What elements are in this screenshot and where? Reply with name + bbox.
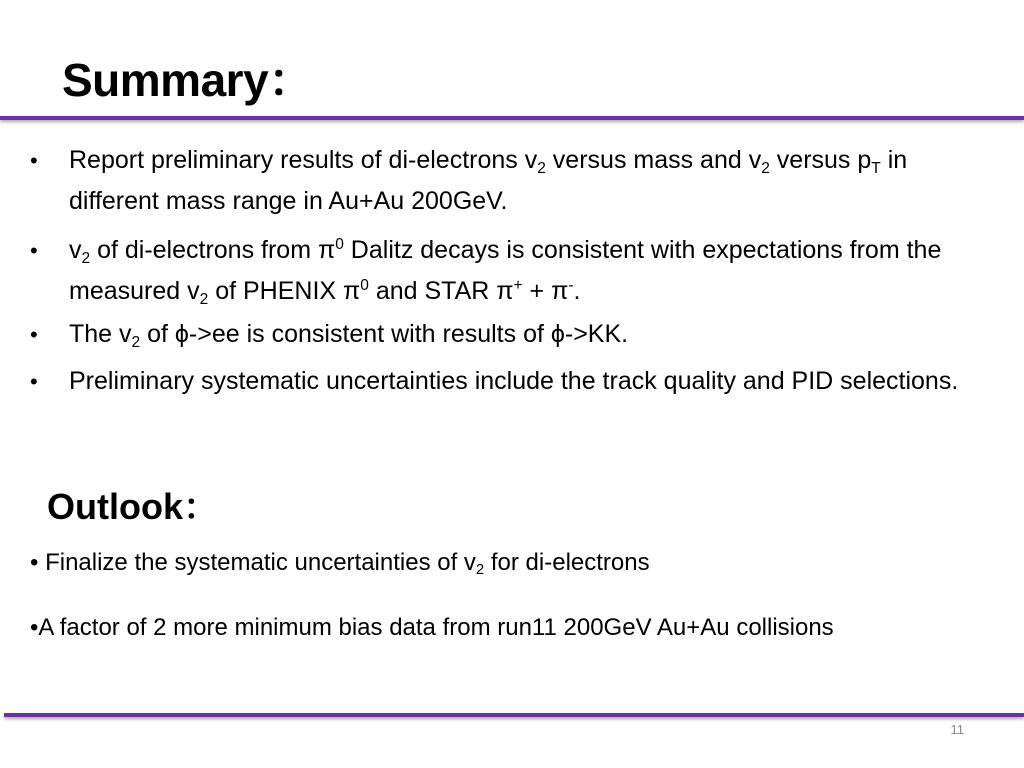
subscript: 2 [81,249,91,267]
item-text: versus p [769,146,872,174]
bullet-icon: • [30,322,38,347]
subscript: 2 [761,159,770,177]
slide-title: Summary： [62,54,314,106]
footer-divider [4,713,1024,717]
item-text: in different mass range in Au+Au 200GeV. [69,146,908,215]
item-text: and STAR π [368,277,514,305]
item-text: . [573,277,581,305]
outlook-item [30,609,910,646]
summary-list [0,140,1024,410]
item-text: of di-electrons from π [90,236,336,264]
item-text: v [69,236,82,264]
superscript: 0 [360,277,369,295]
subscript: 2 [537,159,546,177]
summary-item [0,361,1024,402]
bullet-icon: • [30,238,38,263]
item-text: The v [69,320,132,348]
item-text: Report preliminary results of di-electrons v [69,146,538,174]
bullet-icon: • [30,369,38,394]
item-text: versus mass and v [545,146,762,174]
subscript: 2 [131,333,141,351]
item-text: • Finalize the systematic uncertainties of v [30,549,476,576]
item-text: + π [522,277,569,305]
item-text: for di-electrons [484,549,650,576]
subscript: 2 [475,562,485,579]
subscript: T [871,159,881,177]
summary-item [0,140,1024,222]
item-text: Preliminary systematic uncertainties include the track quality and PID selections. [69,367,959,395]
superscript: + [513,277,523,295]
item-text: •A factor of 2 more minimum bias data from run11 200GeV Au+Au collisions [30,614,834,641]
item-text: Dalitz decays is consistent with expectations from the measured v [69,236,942,305]
bullet-icon: • [30,148,38,173]
superscript: 0 [335,236,344,254]
item-text: of ϕ->ee is consistent with results of ϕ->KK. [140,320,629,348]
summary-item [0,314,1024,355]
summary-item [0,230,1024,312]
outlook-heading: Outlook： [47,486,219,527]
page-number: 11 [950,722,964,737]
subscript: 2 [199,290,209,308]
outlook-item [30,544,910,581]
title-divider [0,116,1024,120]
superscript: - [568,277,574,295]
item-text: of PHENIX π [208,277,361,305]
